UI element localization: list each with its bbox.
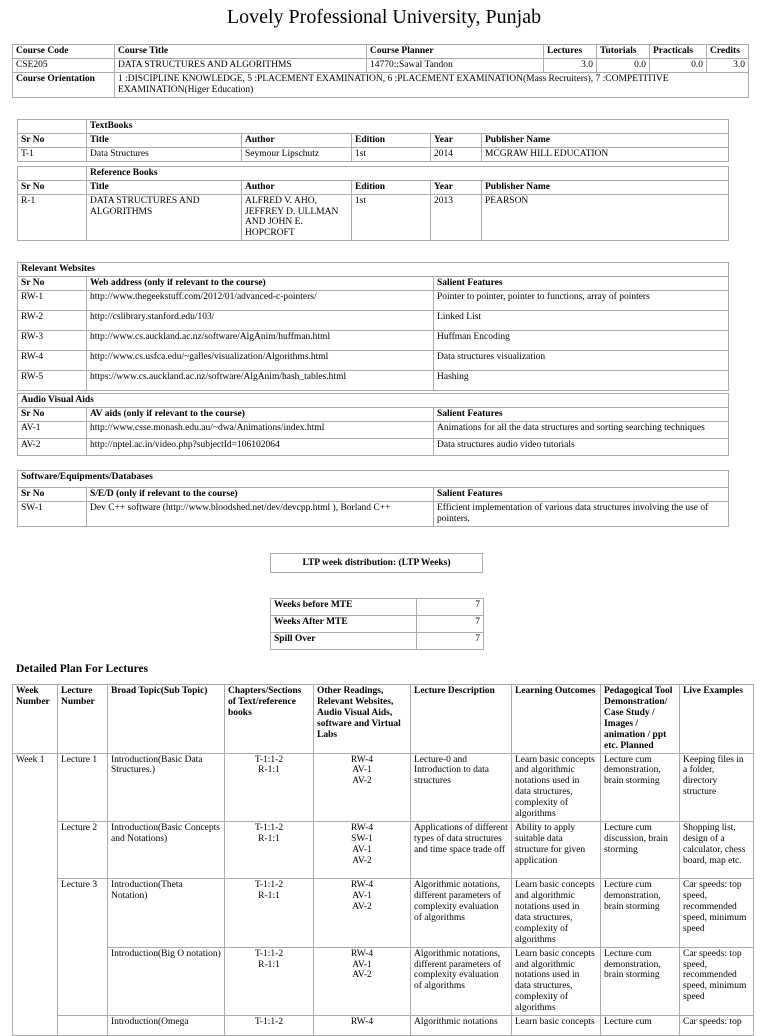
table-row: [13, 947, 754, 1016]
title-header: Title: [87, 180, 242, 194]
course-code-header: Course Code: [13, 45, 115, 59]
lecture-description: Algorithmic notations, different parameters of complexity evaluation of algorithms: [411, 947, 512, 1016]
relevant-websites-table: [17, 262, 729, 391]
ltp-weeks-table: [270, 598, 484, 650]
av-sr: AV-1: [18, 421, 87, 438]
reference-author: ALFRED V. AHO, JEFFREY D. ULLMAN AND JOHN E. HOPCROFT: [242, 194, 352, 241]
software-sr: SW-1: [18, 501, 87, 526]
website-link[interactable]: http://www.cs.usfca.edu/~galles/visualization/Algorithms.html: [87, 350, 434, 370]
pedagogical-tool: Lecture cum demonstration, brain storming: [601, 753, 680, 822]
salient-features-header: Salient Features: [434, 276, 729, 290]
live-examples: Car speeds: top speed, recommended speed, minimum speed: [680, 879, 754, 948]
broad-topic: Introduction(Basic Concepts and Notations): [108, 822, 225, 879]
textbooks-label: TextBooks: [87, 120, 729, 134]
credits-header: Credits: [707, 45, 749, 59]
lectures-value: 3.0: [544, 58, 597, 72]
textbook-author: Seymour Lipschutz: [242, 147, 352, 161]
sr-no-header: Sr No: [18, 133, 87, 147]
reference-title: DATA STRUCTURES AND ALGORITHMS: [87, 194, 242, 241]
other-readings-header: Other Readings, Relevant Websites, Audio Visual Aids, software and Virtual Labs: [314, 685, 411, 754]
av-header-row: [18, 407, 729, 421]
course-code: CSE205: [13, 58, 115, 72]
lecture-number-header: Lecture Number: [58, 685, 108, 754]
textbook-year: 2014: [431, 147, 482, 161]
course-orientation-value: 1 :DISCIPLINE KNOWLEDGE, 5 :PLACEMENT EXAMINATION, 6 :PLACEMENT EXAMINATION(Mass Recruiters), 7 :COMPETITIVE EXAMINATION(Higer Education): [115, 72, 749, 97]
chapters: T-1:1-2 R-1:1: [225, 879, 314, 948]
textbook-title: Data Structures: [87, 147, 242, 161]
lecture-number: Lecture 3: [58, 879, 108, 1016]
books-table: [17, 119, 729, 241]
chapters: T-1:1-2 R-1:1: [225, 947, 314, 1016]
textbooks-header-row: [18, 133, 729, 147]
other-readings: RW-4 AV-1 AV-2: [314, 947, 411, 1016]
sr-no-header: Sr No: [18, 407, 87, 421]
broad-topic-header: Broad Topic(Sub Topic): [108, 685, 225, 754]
title-header: Title: [87, 133, 242, 147]
table-row: [18, 147, 729, 161]
table-row: [18, 330, 729, 350]
table-row: [13, 753, 754, 822]
table-row: [18, 310, 729, 330]
learning-outcomes: Learn basic concepts and algorithmic notations used in data structures, complexity of algorithms: [512, 879, 601, 948]
salient-features-header: Salient Features: [434, 407, 729, 421]
website-feature: Huffman Encoding: [434, 330, 729, 350]
week-number-header: Week Number: [13, 685, 58, 754]
reference-edition: 1st: [352, 194, 431, 241]
publisher-header: Publisher Name: [482, 180, 729, 194]
plan-header-row: [13, 685, 754, 754]
website-sr: RW-2: [18, 310, 87, 330]
ltp-row-label: Weeks After MTE: [271, 616, 417, 633]
lecture-description-header: Lecture Description: [411, 685, 512, 754]
other-readings: RW-4 SW-1 AV-1 AV-2: [314, 822, 411, 879]
textbook-sr: T-1: [18, 147, 87, 161]
lecture-description: Applications of different types of data structures and time space trade off: [411, 822, 512, 879]
learning-outcomes: Learn basic concepts and algorithmic notations used in data structures, complexity of algorithms: [512, 947, 601, 1016]
detailed-plan-heading: Detailed Plan For Lectures: [16, 663, 149, 675]
website-link[interactable]: http://cslibrary.stanford.edu/103/: [87, 310, 434, 330]
table-row: [18, 194, 729, 241]
year-header: Year: [431, 133, 482, 147]
lectures-header: Lectures: [544, 45, 597, 59]
course-value-row: [13, 58, 749, 72]
chapters: T-1:1-2 R-1:1: [225, 822, 314, 879]
audio-visual-aids-table: [17, 393, 729, 456]
lecture-number: Lecture 1: [58, 753, 108, 822]
live-examples: Car speeds: top: [680, 1016, 754, 1036]
live-examples: Shopping list, design of a calculator, chess board, map etc.: [680, 822, 754, 879]
tutorials-header: Tutorials: [597, 45, 650, 59]
author-header: Author: [242, 133, 352, 147]
ltp-row-value: 7: [417, 599, 484, 616]
table-row: [18, 501, 729, 526]
author-header: Author: [242, 180, 352, 194]
reference-books-label: Reference Books: [87, 166, 729, 180]
broad-topic: Introduction(Big O notation): [108, 947, 225, 1016]
course-orientation-row: [13, 72, 749, 97]
website-feature: Data structures visualization: [434, 350, 729, 370]
broad-topic: Introduction(Basic Data Structures.): [108, 753, 225, 822]
website-sr: RW-4: [18, 350, 87, 370]
website-sr: RW-3: [18, 330, 87, 350]
table-row: [18, 370, 729, 390]
broad-topic: Introduction(Theta Notation): [108, 879, 225, 948]
sr-no-header: Sr No: [18, 180, 87, 194]
pedagogical-tool: Lecture cum discussion, brain storming: [601, 822, 680, 879]
chapters: T-1:1-2 R-1:1: [225, 753, 314, 822]
tutorials-value: 0.0: [597, 58, 650, 72]
textbook-edition: 1st: [352, 147, 431, 161]
table-row: [18, 290, 729, 310]
reference-label-row: [18, 166, 729, 180]
live-examples: Car speeds: top speed, recommended speed, minimum speed: [680, 947, 754, 1016]
website-feature: Hashing: [434, 370, 729, 390]
other-readings: RW-4 AV-1 AV-2: [314, 879, 411, 948]
website-feature: Pointer to pointer, pointer to functions, array of pointers: [434, 290, 729, 310]
lecture-number: Lecture 2: [58, 822, 108, 879]
reference-year: 2013: [431, 194, 482, 241]
lecture-plan-table: [12, 684, 754, 1036]
practicals-value: 0.0: [650, 58, 707, 72]
table-row: [271, 599, 484, 616]
other-readings: RW-4: [314, 1016, 411, 1036]
reference-publisher: PEARSON: [482, 194, 729, 241]
live-examples-header: Live Examples: [680, 685, 754, 754]
other-readings: RW-4 AV-1 AV-2: [314, 753, 411, 822]
edition-header: Edition: [352, 133, 431, 147]
website-link[interactable]: https://www.cs.auckland.ac.nz/software/AlgAnim/hash_tables.html: [87, 370, 434, 390]
software-label: Software/Equipments/Databases: [18, 471, 729, 488]
website-link[interactable]: http://www.cs.auckland.ac.nz/software/AlgAnim/huffman.html: [87, 330, 434, 350]
ltp-distribution-label: LTP week distribution: (LTP Weeks): [270, 553, 483, 573]
website-sr: RW-1: [18, 290, 87, 310]
lecture-description: Algorithmic notations: [411, 1016, 512, 1036]
pedagogical-tool: Lecture cum demonstration, brain storming: [601, 947, 680, 1016]
relevant-websites-label: Relevant Websites: [18, 263, 729, 277]
av-link[interactable]: http://nptel.ac.in/video.php?subjectId=106102064: [87, 438, 434, 455]
reference-sr: R-1: [18, 194, 87, 241]
textbooks-label-row: [18, 120, 729, 134]
learning-outcomes: Learn basic concepts: [512, 1016, 601, 1036]
pedagogical-tool-header: Pedagogical Tool Demonstration/ Case Study / Images / animation / ppt etc. Planned: [601, 685, 680, 754]
table-row: [18, 421, 729, 438]
table-row: [18, 350, 729, 370]
chapters: T-1:1-2: [225, 1016, 314, 1036]
web-address-header: Web address (only if relevant to the course): [87, 276, 434, 290]
sr-no-header: Sr No: [18, 276, 87, 290]
credits-value: 3.0: [707, 58, 749, 72]
practicals-header: Practicals: [650, 45, 707, 59]
audio-visual-aids-label: Audio Visual Aids: [18, 394, 729, 408]
reference-header-row: [18, 180, 729, 194]
salient-features-header: Salient Features: [434, 488, 729, 502]
av-link[interactable]: http://www.csse.monash.edu.au/~dwa/Animations/index.html: [87, 421, 434, 438]
broad-topic: Introduction(Omega: [108, 1016, 225, 1036]
software-header-row: [18, 488, 729, 502]
website-feature: Linked List: [434, 310, 729, 330]
ltp-row-label: Spill Over: [271, 633, 417, 650]
learning-outcomes-header: Learning Outcomes: [512, 685, 601, 754]
table-row: [18, 438, 729, 455]
ltp-row-value: 7: [417, 616, 484, 633]
learning-outcomes: Learn basic concepts and algorithmic notations used in data structures, complexity of algorithms: [512, 753, 601, 822]
course-planner: 14770::Sawal Tandon: [367, 58, 544, 72]
live-examples: Keeping files in a folder, directory structure: [680, 753, 754, 822]
sed-header: S/E/D (only if relevant to the course): [87, 488, 434, 502]
table-row: [13, 879, 754, 948]
year-header: Year: [431, 180, 482, 194]
lecture-number: [58, 1016, 108, 1036]
learning-outcomes: Ability to apply suitable data structure for given application: [512, 822, 601, 879]
course-title: DATA STRUCTURES AND ALGORITHMS: [115, 58, 367, 72]
pedagogical-tool: Lecture cum demonstration, brain storming: [601, 879, 680, 948]
website-link[interactable]: http://www.thegeekstuff.com/2012/01/advanced-c-pointers/: [87, 290, 434, 310]
course-header-row: [13, 45, 749, 59]
ltp-row-label: Weeks before MTE: [271, 599, 417, 616]
table-row: [271, 616, 484, 633]
sr-no-header: Sr No: [18, 488, 87, 502]
publisher-header: Publisher Name: [482, 133, 729, 147]
software-feature: Efficient implementation of various data structures involving the use of pointers.: [434, 501, 729, 526]
av-feature: Data structures audio video tutorials: [434, 438, 729, 455]
av-sr: AV-2: [18, 438, 87, 455]
website-sr: RW-5: [18, 370, 87, 390]
course-planner-header: Course Planner: [367, 45, 544, 59]
table-row: [13, 822, 754, 879]
lecture-description: Lecture-0 and Introduction to data structures: [411, 753, 512, 822]
table-row: [13, 1016, 754, 1036]
week-number: Week 1: [13, 753, 58, 1036]
course-orientation-label: Course Orientation: [13, 72, 115, 97]
websites-header-row: [18, 276, 729, 290]
av-aids-header: AV aids (only if relevant to the course): [87, 407, 434, 421]
ltp-row-value: 7: [417, 633, 484, 650]
course-info-table: [12, 44, 749, 98]
textbook-publisher: MCGRAW HILL EDUCATION: [482, 147, 729, 161]
course-title-header: Course Title: [115, 45, 367, 59]
page-title: Lovely Professional University, Punjab: [226, 6, 542, 28]
av-feature: Animations for all the data structures and sorting searching techniques: [434, 421, 729, 438]
software-table: [17, 470, 729, 527]
edition-header: Edition: [352, 180, 431, 194]
table-row: [271, 633, 484, 650]
chapters-header: Chapters/Sections of Text/reference books: [225, 685, 314, 754]
software-name: Dev C++ software (http://www.bloodshed.net/dev/devcpp.html ), Borland C++: [87, 501, 434, 526]
lecture-description: Algorithmic notations, different parameters of complexity evaluation of algorithms: [411, 879, 512, 948]
pedagogical-tool: Lecture cum: [601, 1016, 680, 1036]
